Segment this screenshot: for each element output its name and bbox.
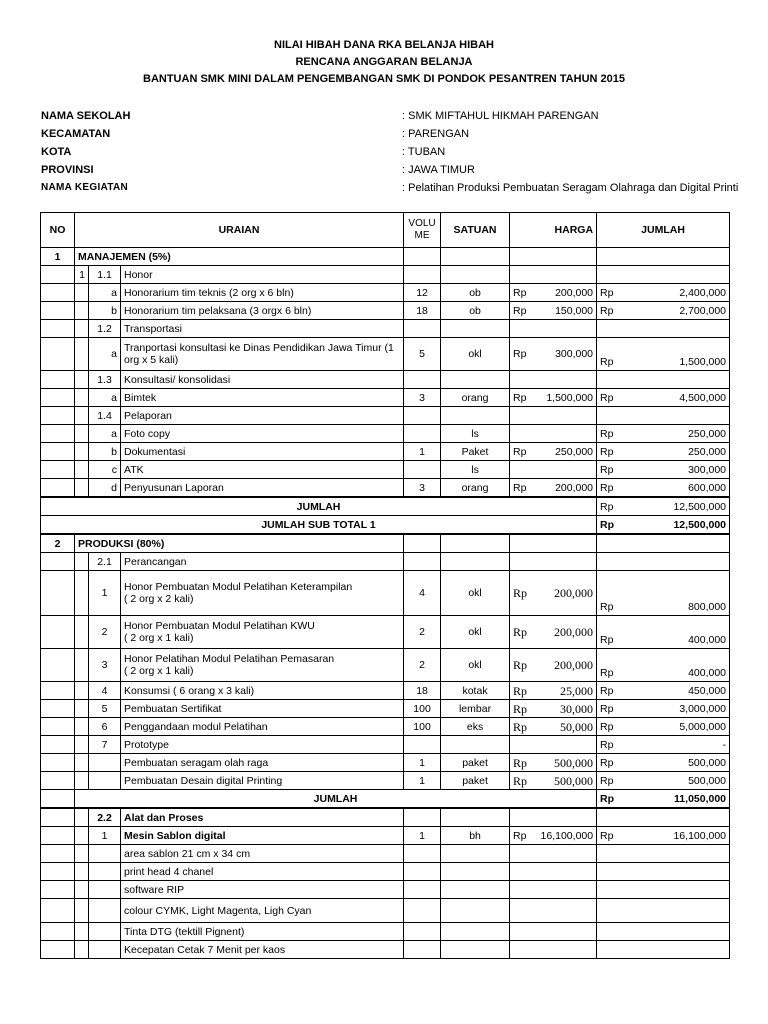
item-no	[89, 772, 121, 790]
info-label-kota: KOTA	[41, 146, 72, 158]
item-harga-currency: Rp	[510, 284, 538, 302]
item-letter: d	[89, 479, 121, 498]
item-no	[89, 754, 121, 772]
header-satuan: SATUAN	[441, 213, 510, 248]
item-harga: 200,000	[538, 616, 597, 649]
item-jumlah: 16,100,000	[626, 827, 730, 845]
header-uraian: URAIAN	[75, 213, 404, 248]
item-jumlah: 450,000	[626, 682, 730, 700]
table-row	[41, 425, 730, 443]
item-uraian: Konsumsi ( 6 orang x 3 kali)	[121, 682, 404, 700]
item-uraian: Bimtek	[121, 389, 404, 407]
spec-row	[41, 923, 730, 941]
item-jumlah-currency: Rp	[597, 649, 626, 682]
item-volume: 3	[404, 479, 441, 498]
subsection-code: 2.1	[89, 553, 121, 571]
sub-no: 1	[75, 266, 89, 284]
item-jumlah-currency: Rp	[597, 479, 626, 498]
subsection-label: Perancangan	[121, 553, 404, 571]
item-uraian: Pembuatan Desain digital Printing	[121, 772, 404, 790]
item-no: 4	[89, 682, 121, 700]
item-satuan: okl	[441, 616, 510, 649]
item-jumlah: 2,700,000	[626, 302, 730, 320]
item-jumlah-currency: Rp	[597, 302, 626, 320]
subtotal-currency: Rp	[597, 516, 626, 535]
item-volume: 1	[404, 754, 441, 772]
title-line-2: RENCANA ANGGARAN BELANJA	[295, 56, 473, 68]
info-value-provinsi: : JAWA TIMUR	[402, 164, 475, 176]
item-satuan: orang	[441, 389, 510, 407]
item-satuan: paket	[441, 772, 510, 790]
item-satuan: lembar	[441, 700, 510, 718]
item-satuan: okl	[441, 338, 510, 371]
item-satuan: bh	[441, 827, 510, 845]
item-uraian: Honor Pembuatan Modul Pelatihan KWU	[124, 620, 315, 632]
item-no: 7	[89, 736, 121, 754]
spec-text: Kecepatan Cetak 7 Menit per kaos	[121, 941, 404, 959]
item-no: 6	[89, 718, 121, 736]
subsection-label: Alat dan Proses	[121, 808, 404, 827]
item-harga-currency: Rp	[510, 649, 538, 682]
item-satuan: ob	[441, 302, 510, 320]
item-harga-currency: Rp	[510, 700, 538, 718]
subsection-label: Pelaporan	[121, 407, 404, 425]
item-letter: c	[89, 461, 121, 479]
total-label: JUMLAH	[75, 790, 597, 809]
item-jumlah-currency: Rp	[597, 284, 626, 302]
item-satuan: orang	[441, 479, 510, 498]
item-letter: a	[89, 425, 121, 443]
table-row	[41, 461, 730, 479]
item-satuan: eks	[441, 718, 510, 736]
item-uraian: Penyusunan Laporan	[121, 479, 404, 498]
total-row	[41, 790, 730, 809]
spec-text: Tinta DTG (tektill Pignent)	[121, 923, 404, 941]
table-row	[41, 772, 730, 790]
item-uraian: Tranportasi konsultasi ke Dinas Pendidikan Jawa Timur (1 org x 5 kali)	[121, 338, 404, 371]
item-harga-currency	[510, 736, 538, 754]
item-jumlah: 250,000	[626, 425, 730, 443]
item-letter: a	[89, 284, 121, 302]
subsection-row	[41, 553, 730, 571]
item-letter: b	[89, 302, 121, 320]
item-uraian: Penggandaan modul Pelatihan	[121, 718, 404, 736]
table-row	[41, 827, 730, 845]
info-label-kecamatan: KECAMATAN	[41, 128, 111, 140]
item-satuan: ls	[441, 425, 510, 443]
item-uraian: Mesin Sablon digital	[121, 827, 404, 845]
item-jumlah: 2,400,000	[626, 284, 730, 302]
total-currency: Rp	[597, 497, 626, 516]
spec-text: colour CYMK, Light Magenta, Ligh Cyan	[121, 899, 404, 923]
item-jumlah-currency: Rp	[597, 700, 626, 718]
item-jumlah: 3,000,000	[626, 700, 730, 718]
item-harga: 25,000	[538, 682, 597, 700]
total-value: 12,500,000	[626, 497, 730, 516]
subsection-row	[41, 371, 730, 389]
header-harga: HARGA	[510, 213, 597, 248]
subtotal-label: JUMLAH SUB TOTAL 1	[41, 516, 597, 535]
subsection-row	[41, 266, 730, 284]
item-satuan: Paket	[441, 443, 510, 461]
item-volume: 1	[404, 443, 441, 461]
item-uraian-detail: ( 2 org x 1 kali)	[124, 665, 194, 677]
item-jumlah-currency: Rp	[597, 338, 626, 371]
item-satuan: okl	[441, 649, 510, 682]
item-harga-currency: Rp	[510, 302, 538, 320]
table-row	[41, 736, 730, 754]
item-volume: 1	[404, 772, 441, 790]
budget-table	[40, 212, 730, 959]
item-harga-currency: Rp	[510, 338, 538, 371]
item-harga: 500,000	[538, 772, 597, 790]
item-jumlah-currency: Rp	[597, 682, 626, 700]
spec-row	[41, 881, 730, 899]
item-harga: 300,000	[538, 338, 597, 371]
subsection-code: 1.1	[89, 266, 121, 284]
item-volume: 2	[404, 649, 441, 682]
item-harga: 200,000	[538, 284, 597, 302]
item-satuan: okl	[441, 571, 510, 616]
item-jumlah-currency: Rp	[597, 616, 626, 649]
table-row	[41, 338, 730, 371]
subsection-code: 2.2	[89, 808, 121, 827]
subtotal-row	[41, 516, 730, 535]
section-no: 1	[41, 248, 75, 266]
item-volume	[404, 736, 441, 754]
total-value: 11,050,000	[626, 790, 730, 809]
info-label-provinsi: PROVINSI	[41, 164, 94, 176]
subsection-code: 1.2	[89, 320, 121, 338]
info-value-kota: : TUBAN	[402, 146, 446, 158]
table-row	[41, 302, 730, 320]
item-no: 3	[89, 649, 121, 682]
subsection-code: 1.3	[89, 371, 121, 389]
item-jumlah-currency: Rp	[597, 827, 626, 845]
spec-row	[41, 845, 730, 863]
item-jumlah: 800,000	[626, 571, 730, 616]
item-jumlah-currency: Rp	[597, 571, 626, 616]
table-row	[41, 443, 730, 461]
item-uraian: Prototype	[121, 736, 404, 754]
item-harga	[538, 425, 597, 443]
item-harga-currency: Rp	[510, 772, 538, 790]
spec-row	[41, 941, 730, 959]
item-volume: 12	[404, 284, 441, 302]
item-harga: 250,000	[538, 443, 597, 461]
info-value-sekolah: : SMK MIFTAHUL HIKMAH PARENGAN	[402, 110, 599, 122]
item-no: 5	[89, 700, 121, 718]
subsection-label: Konsultasi/ konsolidasi	[121, 371, 404, 389]
item-volume	[404, 461, 441, 479]
table-row	[41, 682, 730, 700]
table-row	[41, 571, 730, 616]
item-letter: a	[89, 338, 121, 371]
item-harga	[538, 461, 597, 479]
item-jumlah-currency: Rp	[597, 718, 626, 736]
item-harga: 200,000	[538, 571, 597, 616]
table-row	[41, 718, 730, 736]
spec-text: area sablon 21 cm x 34 cm	[121, 845, 404, 863]
subtotal-value: 12,500,000	[626, 516, 730, 535]
item-letter: a	[89, 389, 121, 407]
item-harga-currency	[510, 425, 538, 443]
item-jumlah: 500,000	[626, 754, 730, 772]
table-row	[41, 479, 730, 498]
item-harga: 1,500,000	[538, 389, 597, 407]
item-satuan	[441, 736, 510, 754]
table-row	[41, 649, 730, 682]
section-title: MANAJEMEN (5%)	[75, 248, 404, 266]
item-uraian: Honorarium tim teknis (2 org x 6 bln)	[121, 284, 404, 302]
item-jumlah: 500,000	[626, 772, 730, 790]
item-harga	[538, 736, 597, 754]
item-jumlah-currency: Rp	[597, 736, 626, 754]
item-no: 1	[89, 827, 121, 845]
item-uraian: Honor Pembuatan Modul Pelatihan Keterampilan	[124, 581, 353, 593]
item-harga-currency: Rp	[510, 389, 538, 407]
spec-row	[41, 863, 730, 881]
section-row	[41, 248, 730, 266]
item-uraian: Pembuatan seragam olah raga	[121, 754, 404, 772]
header-jumlah: JUMLAH	[597, 213, 730, 248]
item-jumlah-currency: Rp	[597, 425, 626, 443]
item-harga: 30,000	[538, 700, 597, 718]
item-volume: 1	[404, 827, 441, 845]
item-uraian: Pembuatan Sertifikat	[121, 700, 404, 718]
item-volume: 5	[404, 338, 441, 371]
table-row	[41, 389, 730, 407]
table-row	[41, 754, 730, 772]
item-jumlah-currency: Rp	[597, 461, 626, 479]
item-jumlah: 5,000,000	[626, 718, 730, 736]
subsection-label: Honor	[121, 266, 404, 284]
item-volume: 4	[404, 571, 441, 616]
section-no: 2	[41, 534, 75, 553]
item-volume: 18	[404, 682, 441, 700]
item-harga: 200,000	[538, 649, 597, 682]
table-header-row	[41, 213, 730, 248]
item-uraian-detail: ( 2 org x 1 kali)	[124, 632, 194, 644]
item-jumlah-currency: Rp	[597, 389, 626, 407]
item-satuan: ls	[441, 461, 510, 479]
item-uraian: Honor Pelatihan Modul Pelatihan Pemasaran	[124, 653, 335, 665]
info-value-kecamatan: : PARENGAN	[402, 128, 470, 140]
item-jumlah: 600,000	[626, 479, 730, 498]
item-harga-currency: Rp	[510, 571, 538, 616]
total-currency: Rp	[597, 790, 626, 809]
item-harga-currency: Rp	[510, 443, 538, 461]
info-value-kegiatan: : Pelatihan Produksi Pembuatan Seragam Olahraga dan Digital Printi	[402, 182, 739, 194]
item-harga: 50,000	[538, 718, 597, 736]
item-jumlah: 300,000	[626, 461, 730, 479]
item-jumlah-currency: Rp	[597, 772, 626, 790]
item-jumlah: -	[626, 736, 730, 754]
item-harga-currency: Rp	[510, 479, 538, 498]
spec-row	[41, 899, 730, 923]
header-volume: VOLU ME	[404, 213, 441, 248]
item-no: 2	[89, 616, 121, 649]
item-harga-currency: Rp	[510, 616, 538, 649]
spec-text: print head 4 chanel	[121, 863, 404, 881]
item-uraian-detail: ( 2 org x 2 kali)	[124, 593, 194, 605]
item-volume: 18	[404, 302, 441, 320]
item-uraian: ATK	[121, 461, 404, 479]
subsection-label: Transportasi	[121, 320, 404, 338]
item-harga-currency: Rp	[510, 718, 538, 736]
item-harga: 500,000	[538, 754, 597, 772]
item-satuan: paket	[441, 754, 510, 772]
info-label-sekolah: NAMA SEKOLAH	[41, 110, 131, 122]
item-jumlah-currency: Rp	[597, 443, 626, 461]
item-volume: 3	[404, 389, 441, 407]
title-line-1: NILAI HIBAH DANA RKA BELANJA HIBAH	[274, 39, 494, 51]
item-harga-currency	[510, 461, 538, 479]
item-volume: 2	[404, 616, 441, 649]
item-jumlah: 4,500,000	[626, 389, 730, 407]
item-uraian: Honorarium tim pelaksana (3 orgx 6 bln)	[121, 302, 404, 320]
item-jumlah-currency: Rp	[597, 754, 626, 772]
item-satuan: kotak	[441, 682, 510, 700]
item-jumlah: 400,000	[626, 649, 730, 682]
header-no: NO	[41, 213, 75, 248]
section-row	[41, 534, 730, 553]
subsection-row	[41, 320, 730, 338]
item-harga-currency: Rp	[510, 754, 538, 772]
section-title: PRODUKSI (80%)	[75, 534, 404, 553]
item-volume	[404, 425, 441, 443]
item-uraian: Dokumentasi	[121, 443, 404, 461]
info-label-kegiatan: NAMA KEGIATAN	[41, 182, 129, 193]
item-harga: 150,000	[538, 302, 597, 320]
item-jumlah: 1,500,000	[626, 338, 730, 371]
subsection-code: 1.4	[89, 407, 121, 425]
spec-text: software RIP	[121, 881, 404, 899]
item-harga: 200,000	[538, 479, 597, 498]
total-row	[41, 497, 730, 516]
item-no: 1	[89, 571, 121, 616]
subsection-row	[41, 407, 730, 425]
item-volume: 100	[404, 700, 441, 718]
item-harga-currency: Rp	[510, 827, 538, 845]
subsection-row	[41, 808, 730, 827]
item-volume: 100	[404, 718, 441, 736]
item-jumlah: 250,000	[626, 443, 730, 461]
item-satuan: ob	[441, 284, 510, 302]
table-row	[41, 284, 730, 302]
item-uraian: Foto copy	[121, 425, 404, 443]
item-letter: b	[89, 443, 121, 461]
table-row	[41, 616, 730, 649]
table-row	[41, 700, 730, 718]
item-harga: 16,100,000	[538, 827, 597, 845]
item-jumlah: 400,000	[626, 616, 730, 649]
item-harga-currency: Rp	[510, 682, 538, 700]
total-label: JUMLAH	[41, 497, 597, 516]
title-line-3: BANTUAN SMK MINI DALAM PENGEMBANGAN SMK DI PONDOK PESANTREN TAHUN 2015	[143, 73, 625, 85]
